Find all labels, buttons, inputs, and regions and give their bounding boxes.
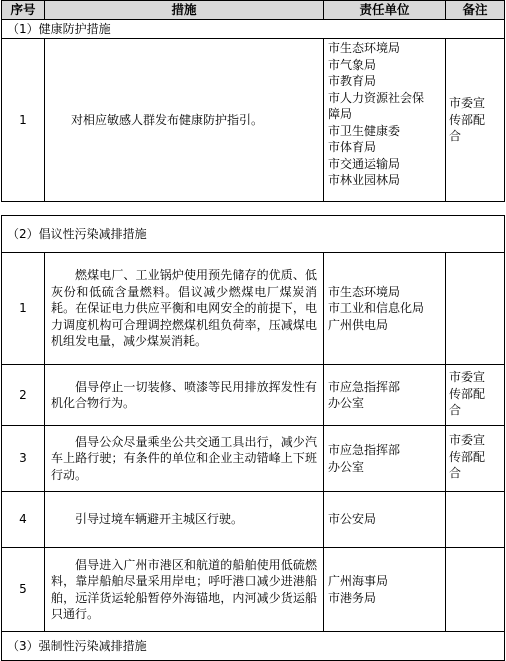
table-row xyxy=(2,548,505,632)
note-line: 传部配 xyxy=(449,449,486,464)
unit-line: 办公室 xyxy=(328,396,365,410)
row-measure-text: 倡导进入广州市港区和航道的船舶使用低硫燃料，靠岸船舶尽量采用岸电；呼吁港口减少进港船舶，远洋货运轮船暂停外海锚地，内河减少货运船只通行。 xyxy=(51,557,317,621)
table-header-row xyxy=(2,1,505,20)
unit-line: 障局 xyxy=(328,107,353,121)
row-seq: 1 xyxy=(2,39,45,202)
unit-line: 市林业园林局 xyxy=(328,173,401,187)
unit-line: 市卫生健康委 xyxy=(328,123,401,138)
measures-table xyxy=(1,0,505,661)
row-measure xyxy=(45,253,324,365)
section-row xyxy=(2,216,505,253)
row-seq: 3 xyxy=(2,426,45,492)
spacer-row xyxy=(2,202,505,216)
table-row xyxy=(2,253,505,365)
unit-line: 市公安局 xyxy=(328,512,377,527)
row-seq: 5 xyxy=(2,548,45,632)
row-measure-text: 倡导公众尽量乘坐公共交通工具出行，减少汽车上路行驶；有条件的单位和企业主动错峰上下班行动。 xyxy=(51,434,317,482)
unit-line: 市应急指挥部 xyxy=(328,443,401,457)
row-measure-text: 引导过境车辆避开主城区行驶。 xyxy=(75,512,244,527)
row-note xyxy=(446,365,505,426)
section-title: （1）健康防护措施 xyxy=(2,20,505,39)
section-title: （3）强制性污染减排措施 xyxy=(2,632,505,661)
note-line: 合 xyxy=(449,466,462,480)
row-unit xyxy=(324,548,446,632)
row-seq: 1 xyxy=(2,253,45,365)
unit-line: 广州供电局 xyxy=(328,317,389,332)
note-line: 市委宣 xyxy=(449,96,486,110)
unit-line: 市港务局 xyxy=(328,590,377,605)
row-seq: 4 xyxy=(2,492,45,548)
table-row xyxy=(2,365,505,426)
row-unit xyxy=(324,39,446,202)
row-unit xyxy=(324,365,446,426)
unit-line: 市生态环境局 xyxy=(328,284,401,299)
note-line: 市委宣 xyxy=(449,433,486,447)
table-row xyxy=(2,39,505,202)
section-title: （2）倡议性污染减排措施 xyxy=(2,216,505,253)
row-unit xyxy=(324,426,446,492)
row-measure-text: 对相应敏感人群发布健康防护指引。 xyxy=(71,112,264,127)
unit-line: 市应急指挥部 xyxy=(328,379,401,394)
table-row xyxy=(2,426,505,492)
note-line: 市委宣 xyxy=(449,370,486,384)
header-measure: 措施 xyxy=(45,1,324,20)
row-note xyxy=(446,39,505,202)
note-line: 传部配 xyxy=(449,112,486,127)
section-row xyxy=(2,20,505,39)
row-note xyxy=(446,253,505,365)
unit-line: 市教育局 xyxy=(328,74,377,88)
row-measure xyxy=(45,426,324,492)
unit-line: 市生态环境局 xyxy=(328,41,401,55)
row-measure-text: 倡导停止一切装修、喷漆等民用排放挥发性有机化合物行为。 xyxy=(51,379,317,410)
row-measure-text: 燃煤电厂、工业锅炉使用预先储存的优质、低灰份和低硫含量燃料。倡议减少燃煤电厂煤炭消耗。在保证电力供应平衡和电网安全的前提下，电力调度机构可合理调控燃煤机组负荷率，压减煤电机组发电量，减少煤炭消耗。 xyxy=(51,268,317,349)
row-note xyxy=(446,548,505,632)
header-unit: 责任单位 xyxy=(324,1,446,20)
row-measure xyxy=(45,548,324,632)
note-line: 合 xyxy=(449,129,462,143)
row-unit xyxy=(324,492,446,548)
row-note xyxy=(446,492,505,548)
unit-line: 广州海事局 xyxy=(328,574,389,588)
row-measure xyxy=(45,365,324,426)
section-row xyxy=(2,632,505,661)
row-note xyxy=(446,426,505,492)
unit-line: 办公室 xyxy=(328,459,365,474)
note-line: 传部配 xyxy=(449,386,486,401)
header-note: 备注 xyxy=(446,1,505,20)
row-measure xyxy=(45,492,324,548)
row-unit xyxy=(324,253,446,365)
row-measure xyxy=(45,39,324,202)
note-line: 合 xyxy=(449,403,462,417)
unit-line: 市工业和信息化局 xyxy=(328,301,425,316)
table-row xyxy=(2,492,505,548)
unit-line: 市体育局 xyxy=(328,140,377,154)
header-seq: 序号 xyxy=(2,1,45,20)
unit-line: 市气象局 xyxy=(328,57,377,72)
spacer xyxy=(2,202,505,216)
unit-line: 市人力资源社会保 xyxy=(328,90,425,105)
row-seq: 2 xyxy=(2,365,45,426)
unit-line: 市交通运输局 xyxy=(328,156,401,171)
